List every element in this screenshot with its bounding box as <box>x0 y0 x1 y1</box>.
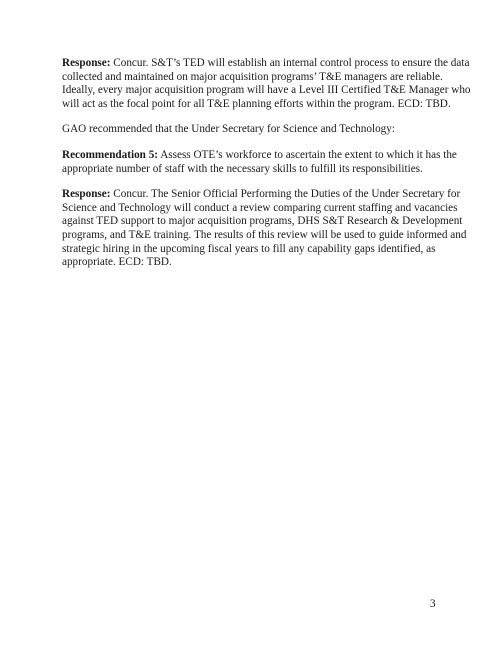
text-line: programs, and T&E training. The results of this review will be used to guide informed and <box>62 228 467 241</box>
text-line: appropriate. ECD: TBD. <box>62 256 172 269</box>
text-line: collected and maintained on major acquisition programs’ T&E managers are reliable. <box>62 70 443 83</box>
text-line: Science and Technology will conduct a review comparing current staffing and vacancies <box>62 201 458 214</box>
response-paragraph-1 <box>62 57 471 111</box>
text-line: appropriate number of staff with the necessary skills to fulfill its responsibilities. <box>62 162 423 175</box>
page-number: 3 <box>430 598 436 610</box>
text-line: strategic hiring in the upcoming fiscal years to fill any capability gaps identified, as <box>62 242 436 255</box>
text-line: Response: Concur. The Senior Official Performing the Duties of the Under Secretary for <box>62 188 461 201</box>
response-label: Response: <box>62 188 111 201</box>
gao-recommendation-intro <box>62 123 454 137</box>
text-line: Recommendation 5: Assess OTE’s workforce to ascertain the extent to which it has the <box>62 148 457 161</box>
response-label: Response: <box>62 57 111 69</box>
text-line: Ideally, every major acquisition program will have a Level III Certified T&E Manager who <box>62 84 471 97</box>
document-body <box>62 57 471 282</box>
text-line: will act as the focal point for all T&E planning efforts within the program. ECD: TBD. <box>62 97 451 110</box>
text-line: GAO recommended that the Under Secretary for Science and Technology: <box>62 123 395 136</box>
recommendation-5-paragraph <box>62 148 457 176</box>
text-line: Response: Concur. S&T’s TED will establish an internal control process to ensure the data <box>62 57 470 69</box>
response-paragraph-2 <box>62 188 467 270</box>
text-line: against TED support to major acquisition programs, DHS S&T Research & Development <box>62 215 463 228</box>
recommendation-label: Recommendation 5: <box>62 148 159 161</box>
